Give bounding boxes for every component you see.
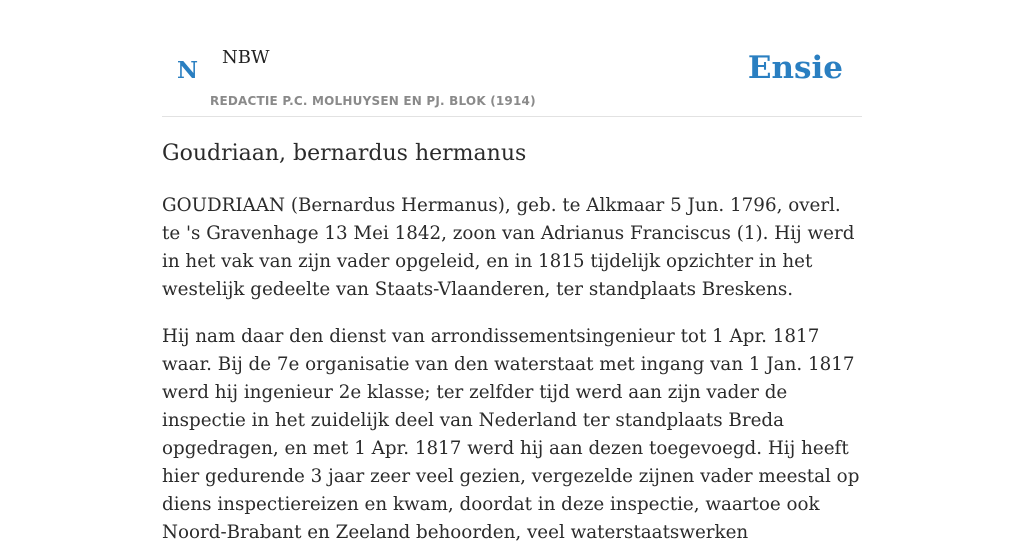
source-name[interactable]: NBW bbox=[222, 47, 270, 68]
source-logo-icon[interactable]: N bbox=[177, 57, 199, 84]
source-subtitle: REDACTIE P.C. MOLHUYSEN EN PJ. BLOK (1914) bbox=[210, 94, 536, 108]
site-header bbox=[162, 0, 862, 117]
ensie-logo-link[interactable]: Ensie bbox=[747, 50, 843, 86]
article-title: Goudriaan, bernardus hermanus bbox=[162, 141, 527, 166]
article bbox=[162, 138, 864, 547]
article-paragraph: Hij nam daar den dienst van arrondissementsingenieur tot 1 Apr. 1817 waar. Bij de 7e organisatie van den waterstaat met ingang van 1 Jan. 1817 werd hij ingenieur 2e klasse; ter zelfder tijd werd aan zijn vader de inspectie in het zuidelijk deel van Nederland ter standplaats Breda opgedragen, en met 1 Apr. 1817 werd hij aan dezen toegevoegd. Hij heeft hier gedurende 3 jaar zeer veel gezien, vergezelde zijnen vader meestal op diens inspectiereizen en kwam, doordat in deze inspectie, waartoe ook Noord-Brabant en Zeeland behoorden, veel waterstaatswerken bbox=[162, 326, 860, 543]
article-paragraph: GOUDRIAAN (Bernardus Hermanus), geb. te Alkmaar 5 Jun. 1796, overl. te 's Gravenhage 13 Mei 1842, zoon van Adrianus Franciscus (1). Hij werd in het vak van zijn vader opgeleid, en in 1815 tijdelijk opzichter in het westelijk gedeelte van Staats-Vlaanderen, ter standplaats Breskens. bbox=[162, 195, 855, 300]
